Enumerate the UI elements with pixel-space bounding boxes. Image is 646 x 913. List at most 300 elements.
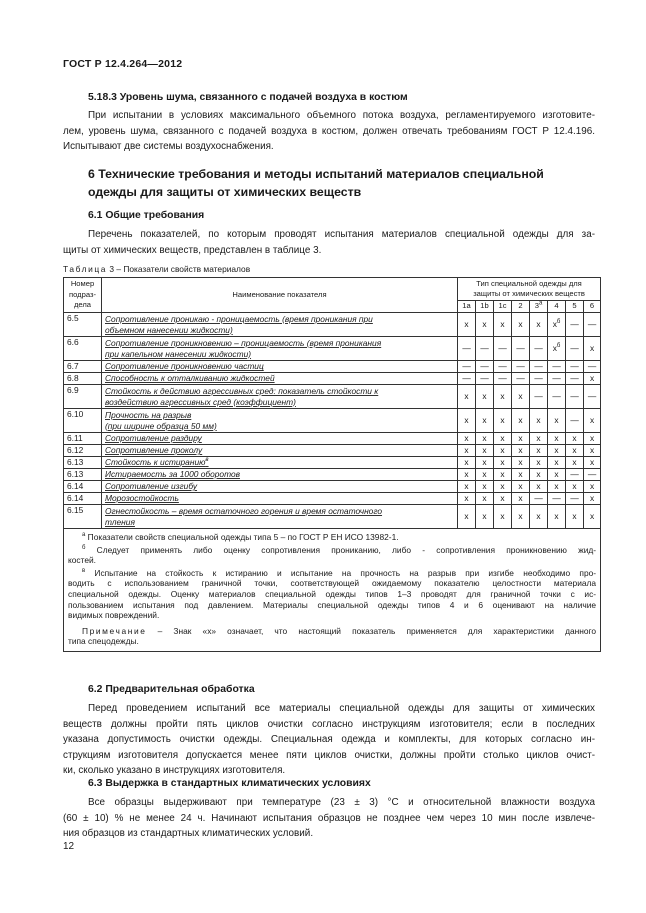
cell-mark: x xyxy=(589,493,595,504)
cell-mark: x xyxy=(500,457,505,468)
row-name xyxy=(102,313,458,337)
cell-mark: x xyxy=(554,415,559,426)
cell-mark: x xyxy=(518,457,523,468)
cell-mark: x xyxy=(500,493,505,504)
cell-value xyxy=(566,373,584,385)
table-caption-text: 3 – Показатели свойств материалов xyxy=(109,264,251,274)
row-name-line xyxy=(105,433,454,444)
cell-mark: x xyxy=(518,433,523,444)
section-5-18-3-title: 5.18.3 Уровень шума, связанного с подачей воздуха в костюм xyxy=(88,92,408,103)
cell-mark: — xyxy=(516,343,525,354)
row-name-line xyxy=(105,457,454,468)
cell-sup: б xyxy=(556,319,561,326)
cell-mark: — xyxy=(587,469,597,480)
properties-table xyxy=(63,277,601,652)
header-number-line: дела xyxy=(73,300,92,310)
type-header-3 xyxy=(512,301,530,313)
cell-mark: — xyxy=(498,361,507,372)
section-5-18-3-text xyxy=(63,108,595,155)
cell-value xyxy=(566,493,584,505)
cell-value xyxy=(476,505,494,529)
footnote-text: пользованием испытания под давлением. Материалы специальной одежды типов 4 и 6 оценивают на наличие xyxy=(68,599,597,610)
cell-mark: — xyxy=(480,373,489,384)
row-name xyxy=(102,337,458,361)
cell-mark: — xyxy=(534,361,543,372)
row-name-line: воздействию агрессивных сред (коэффициент) xyxy=(105,396,296,407)
cell-value xyxy=(494,409,512,433)
table-caption-word: Таблица xyxy=(63,264,108,274)
cell-mark: x xyxy=(589,343,595,354)
cell-value xyxy=(548,409,566,433)
type-label: 3 xyxy=(534,301,539,311)
cell-value xyxy=(458,433,476,445)
note-word: Примечание xyxy=(82,625,147,636)
cell-mark: x xyxy=(500,433,505,444)
cell-mark: x xyxy=(589,415,595,426)
cell-value xyxy=(494,481,512,493)
cell-value xyxy=(494,385,512,409)
type-header-1 xyxy=(476,301,494,313)
cell-value xyxy=(566,505,584,529)
cell-mark: — xyxy=(480,343,489,354)
cell-value xyxy=(566,409,584,433)
cell-value xyxy=(584,469,601,481)
cell-value xyxy=(476,493,494,505)
cell-value xyxy=(584,361,601,373)
section-6-title xyxy=(88,166,598,201)
cell-value xyxy=(548,313,566,337)
cell-mark: — xyxy=(516,373,525,384)
text-line: Испытывают две системы воздухоснабжения. xyxy=(63,141,274,153)
cell-value xyxy=(494,493,512,505)
cell-mark: x xyxy=(536,415,541,426)
cell-mark: — xyxy=(498,343,507,354)
cell-value xyxy=(566,481,584,493)
row-name-text: Способность к отталкиванию жидкостей xyxy=(105,373,275,384)
cell-value xyxy=(566,457,584,469)
row-name-line xyxy=(105,445,454,456)
cell-value xyxy=(548,493,566,505)
row-number: 6.12 xyxy=(64,445,102,457)
row-name-text: Сопротивление проникновению частиц xyxy=(105,361,264,372)
cell-value xyxy=(530,505,548,529)
row-number: 6.5 xyxy=(64,313,102,337)
row-name-text: Морозостойкость xyxy=(105,493,179,504)
cell-value xyxy=(476,385,494,409)
header-number xyxy=(64,278,102,313)
cell-mark: — xyxy=(552,361,561,372)
cell-mark: x xyxy=(482,415,487,426)
cell-mark: x xyxy=(482,433,487,444)
cell-value xyxy=(530,457,548,469)
cell-value xyxy=(458,313,476,337)
table-row xyxy=(64,385,601,409)
row-name-line xyxy=(105,506,454,517)
cell-mark: x xyxy=(500,391,505,402)
row-name-text: Стойкость к истиранию xyxy=(105,457,206,468)
table-caption xyxy=(63,264,250,274)
type-label: 5 xyxy=(572,301,577,311)
cell-value xyxy=(548,337,566,361)
cell-value xyxy=(476,313,494,337)
cell-mark: x xyxy=(464,415,469,426)
cell-mark: — xyxy=(552,493,561,504)
cell-value xyxy=(512,313,530,337)
cell-mark: x xyxy=(482,457,487,468)
cell-mark: — xyxy=(462,361,471,372)
row-name-line: объемном нанесении жидкости) xyxy=(105,324,233,335)
cell-mark: x xyxy=(589,445,595,456)
cell-value xyxy=(566,433,584,445)
section-6-3-text xyxy=(63,795,595,842)
type-header-7 xyxy=(584,301,601,313)
table-note xyxy=(68,626,596,647)
cell-value xyxy=(584,493,601,505)
text-line: ния образцов из стандартных климатических условий. xyxy=(63,828,314,840)
cell-value xyxy=(548,373,566,385)
row-number: 6.8 xyxy=(64,373,102,385)
table-row xyxy=(64,313,601,337)
cell-mark: x xyxy=(552,343,557,354)
cell-value xyxy=(512,373,530,385)
footnote-v xyxy=(68,568,596,621)
row-number: 6.13 xyxy=(64,457,102,469)
table-row xyxy=(64,493,601,505)
text-line: Все образцы выдерживают при температуре (23 ± 3) °С и относительной влажности воздуха xyxy=(88,797,595,808)
cell-value xyxy=(494,433,512,445)
type-label: 2 xyxy=(518,301,523,311)
cell-value xyxy=(458,373,476,385)
cell-value xyxy=(476,433,494,445)
cell-mark: — xyxy=(552,391,561,402)
cell-mark: x xyxy=(554,481,559,492)
cell-value xyxy=(494,457,512,469)
cell-mark: x xyxy=(552,319,557,330)
text-line: щиты от химических веществ, представлен в таблице 3. xyxy=(63,244,322,256)
cell-mark: x xyxy=(500,319,505,330)
row-name-sup: в xyxy=(205,457,209,464)
header-number-line: Номер xyxy=(70,279,95,289)
cell-mark: — xyxy=(516,361,525,372)
cell-mark: x xyxy=(518,493,523,504)
note-text: типа спецодежды. xyxy=(68,636,139,647)
row-name-line: при капельном нанесении жидкости) xyxy=(105,348,252,359)
cell-value xyxy=(512,337,530,361)
cell-mark: x xyxy=(536,457,541,468)
cell-mark: x xyxy=(464,493,469,504)
cell-value xyxy=(548,457,566,469)
cell-value xyxy=(530,493,548,505)
cell-value xyxy=(494,313,512,337)
cell-mark: x xyxy=(572,445,577,456)
cell-mark: x xyxy=(589,433,595,444)
row-name-line xyxy=(105,469,454,480)
row-name-text: Сопротивление проколу xyxy=(105,445,203,456)
type-header-0 xyxy=(458,301,476,313)
footnote-text: костей. xyxy=(68,555,97,566)
cell-value xyxy=(494,505,512,529)
cell-value xyxy=(512,385,530,409)
cell-value xyxy=(512,481,530,493)
type-header-5 xyxy=(548,301,566,313)
cell-value xyxy=(566,313,584,337)
section-6-2-text xyxy=(63,701,595,779)
cell-value xyxy=(566,361,584,373)
cell-value xyxy=(584,481,601,493)
row-name-line: тления xyxy=(105,516,135,527)
cell-value xyxy=(494,361,512,373)
row-number: 6.7 xyxy=(64,361,102,373)
cell-value xyxy=(476,481,494,493)
cell-value xyxy=(584,313,601,337)
row-name-text: Прочность на разрыв xyxy=(105,409,192,420)
cell-value xyxy=(512,433,530,445)
row-name-text: Огнестойкость – время остаточного горения и время остаточного xyxy=(105,505,383,516)
section-6-1-text xyxy=(63,227,595,258)
cell-mark: — xyxy=(570,319,579,330)
table-row xyxy=(64,409,601,433)
text-line: веществ должны пройти пять циклов очистки согласно инструкциям изготовителя; если в последних xyxy=(63,718,595,730)
cell-value xyxy=(584,385,601,409)
cell-mark: x xyxy=(500,415,505,426)
cell-value xyxy=(476,469,494,481)
cell-value xyxy=(512,361,530,373)
cell-mark: — xyxy=(570,373,579,384)
table-row xyxy=(64,481,601,493)
footnote-mark: в xyxy=(82,567,86,574)
cell-value xyxy=(494,373,512,385)
footnote-a xyxy=(68,532,596,543)
cell-value xyxy=(512,457,530,469)
cell-mark: x xyxy=(518,481,523,492)
cell-value xyxy=(476,337,494,361)
cell-mark: — xyxy=(498,373,507,384)
cell-mark: x xyxy=(500,445,505,456)
row-name-line xyxy=(105,386,454,397)
cell-mark: x xyxy=(482,481,487,492)
cell-value xyxy=(584,433,601,445)
cell-mark: x xyxy=(589,457,595,468)
cell-mark: — xyxy=(480,361,489,372)
table-footnotes xyxy=(64,529,601,652)
cell-mark: x xyxy=(554,445,559,456)
cell-value xyxy=(584,337,601,361)
cell-mark: x xyxy=(518,415,523,426)
cell-mark: — xyxy=(534,343,543,354)
table-row xyxy=(64,433,601,445)
text-line: ки, сколько указано в инструкциях изготовителя. xyxy=(63,765,286,777)
cell-value xyxy=(458,337,476,361)
cell-value xyxy=(458,481,476,493)
cell-mark: — xyxy=(570,469,579,480)
cell-value xyxy=(476,409,494,433)
table-row xyxy=(64,373,601,385)
cell-value xyxy=(530,337,548,361)
cell-mark: x xyxy=(572,457,577,468)
text-line: (60 ± 10) % не менее 24 ч. Начинают испытания образцов не позднее чем через 10 мин после извлече- xyxy=(63,812,595,824)
cell-value xyxy=(530,409,548,433)
row-name-line xyxy=(105,373,454,384)
type-label: 1b xyxy=(480,301,489,311)
footnote-text: видимых повреждений. xyxy=(68,610,160,621)
cell-value xyxy=(548,385,566,409)
footnote-text: водить с использованием граничной точки, соответствующей ожидаемому показателю целостности материала xyxy=(68,578,597,589)
cell-value xyxy=(494,445,512,457)
type-header-2 xyxy=(494,301,512,313)
row-name xyxy=(102,433,458,445)
cell-value xyxy=(530,469,548,481)
cell-mark: x xyxy=(464,391,469,402)
cell-mark: x xyxy=(536,319,541,330)
page-number: 12 xyxy=(63,841,75,852)
cell-mark: x xyxy=(554,511,559,522)
cell-mark: x xyxy=(500,469,505,480)
text-line: Перечень показателей, по которым проводят испытания материалов специальной одежды для за- xyxy=(88,229,595,240)
table-row xyxy=(64,457,601,469)
table-row xyxy=(64,505,601,529)
type-label: 6 xyxy=(589,301,595,311)
cell-value xyxy=(584,373,601,385)
cell-value xyxy=(458,409,476,433)
cell-mark: — xyxy=(534,493,543,504)
table-row xyxy=(64,469,601,481)
row-number: 6.14 xyxy=(64,493,102,505)
footnote-text: Следует применять либо оценку сопротивления прониканию, либо - сопротивления проникновению жид- xyxy=(96,544,597,555)
cell-value xyxy=(512,445,530,457)
cell-value xyxy=(476,457,494,469)
footnote-text: специальной одежды. Оценку материалов специальной одежды типов 1–3 проводят для граничной точки с ис- xyxy=(68,588,597,599)
text-line: При испытании в условиях максимального объемного потока воздуха, регламентируемого изготовите- xyxy=(88,110,595,121)
row-name-line xyxy=(105,314,454,325)
cell-value xyxy=(548,445,566,457)
row-name xyxy=(102,457,458,469)
cell-mark: — xyxy=(587,391,597,402)
row-name-text: Сопротивление проникновению – проницаемость (время проникания xyxy=(105,337,382,348)
cell-value xyxy=(548,505,566,529)
cell-value xyxy=(458,457,476,469)
section-6-title-line: 6 Технические требования и методы испытаний материалов специальной xyxy=(88,167,544,181)
cell-mark: — xyxy=(462,343,471,354)
cell-mark: — xyxy=(462,373,471,384)
cell-mark: x xyxy=(536,481,541,492)
cell-value xyxy=(530,481,548,493)
cell-mark: x xyxy=(554,469,559,480)
cell-mark: x xyxy=(464,433,469,444)
row-name-text: Истираемость за 1000 оборотов xyxy=(105,469,240,480)
row-name xyxy=(102,445,458,457)
cell-mark: x xyxy=(536,511,541,522)
cell-value xyxy=(476,361,494,373)
cell-value xyxy=(458,469,476,481)
cell-mark: x xyxy=(554,457,559,468)
cell-mark: x xyxy=(500,511,505,522)
cell-mark: — xyxy=(570,415,579,426)
cell-mark: x xyxy=(518,319,523,330)
row-name-line: (при ширине образца 50 мм) xyxy=(105,420,217,431)
cell-value xyxy=(458,505,476,529)
row-number: 6.14 xyxy=(64,481,102,493)
row-number: 6.10 xyxy=(64,409,102,433)
type-header-6 xyxy=(566,301,584,313)
cell-value xyxy=(476,445,494,457)
cell-mark: x xyxy=(518,445,523,456)
row-number: 6.15 xyxy=(64,505,102,529)
table-row xyxy=(64,361,601,373)
cell-mark: — xyxy=(587,319,597,330)
row-name xyxy=(102,481,458,493)
row-number: 6.9 xyxy=(64,385,102,409)
cell-mark: x xyxy=(500,481,505,492)
table-row xyxy=(64,445,601,457)
header-type xyxy=(458,278,601,301)
row-name-line xyxy=(105,493,454,504)
cell-value xyxy=(530,385,548,409)
footnote-mark: б xyxy=(82,544,86,551)
row-name xyxy=(102,385,458,409)
footnote-mark: а xyxy=(82,532,86,539)
cell-mark: — xyxy=(570,361,579,372)
cell-mark: x xyxy=(482,445,487,456)
row-name-text: Сопротивление изгибу xyxy=(105,481,198,492)
cell-mark: x xyxy=(482,469,487,480)
cell-value xyxy=(584,505,601,529)
section-6-3-title: 6.3 Выдержка в стандартных климатических условиях xyxy=(88,778,371,789)
cell-value xyxy=(512,469,530,481)
cell-mark: x xyxy=(482,511,487,522)
row-number: 6.11 xyxy=(64,433,102,445)
header-type-line: защиты от химических веществ xyxy=(473,289,585,299)
row-number: 6.13 xyxy=(64,469,102,481)
row-name xyxy=(102,493,458,505)
cell-mark: x xyxy=(518,469,523,480)
cell-value xyxy=(512,493,530,505)
cell-value xyxy=(458,361,476,373)
row-number: 6.6 xyxy=(64,337,102,361)
cell-mark: x xyxy=(464,445,469,456)
cell-mark: x xyxy=(572,481,577,492)
cell-mark: — xyxy=(570,343,579,354)
cell-value xyxy=(548,469,566,481)
cell-mark: — xyxy=(587,361,597,372)
cell-mark: x xyxy=(536,445,541,456)
cell-mark: x xyxy=(589,481,595,492)
text-line: струкциям изготовителя допускается менее пяти циклов очистки, должны пройти столько циклов очист- xyxy=(63,749,595,761)
cell-value xyxy=(584,457,601,469)
header-name: Наименование показателя xyxy=(102,278,458,313)
cell-value xyxy=(566,445,584,457)
cell-mark: — xyxy=(534,373,543,384)
footnote-b xyxy=(68,545,596,566)
row-name-line xyxy=(105,361,454,372)
cell-value xyxy=(494,337,512,361)
cell-value xyxy=(476,373,494,385)
cell-value xyxy=(584,445,601,457)
cell-mark: x xyxy=(464,319,469,330)
row-name-line xyxy=(105,338,454,349)
type-sup: а xyxy=(538,300,543,307)
row-name-text: Стойкость к действию агрессивных сред: показатель стойкости к xyxy=(105,385,379,396)
cell-mark: x xyxy=(518,391,523,402)
row-name-line xyxy=(105,481,454,492)
cell-mark: x xyxy=(518,511,523,522)
cell-mark: x xyxy=(464,457,469,468)
row-name-text: Сопротивление проникаю - проницаемость (время проникания при xyxy=(105,313,373,324)
cell-value xyxy=(566,337,584,361)
header-type-line: Тип специальной одежды для xyxy=(476,278,582,288)
cell-mark: — xyxy=(570,391,579,402)
cell-value xyxy=(530,313,548,337)
cell-mark: — xyxy=(534,391,543,402)
